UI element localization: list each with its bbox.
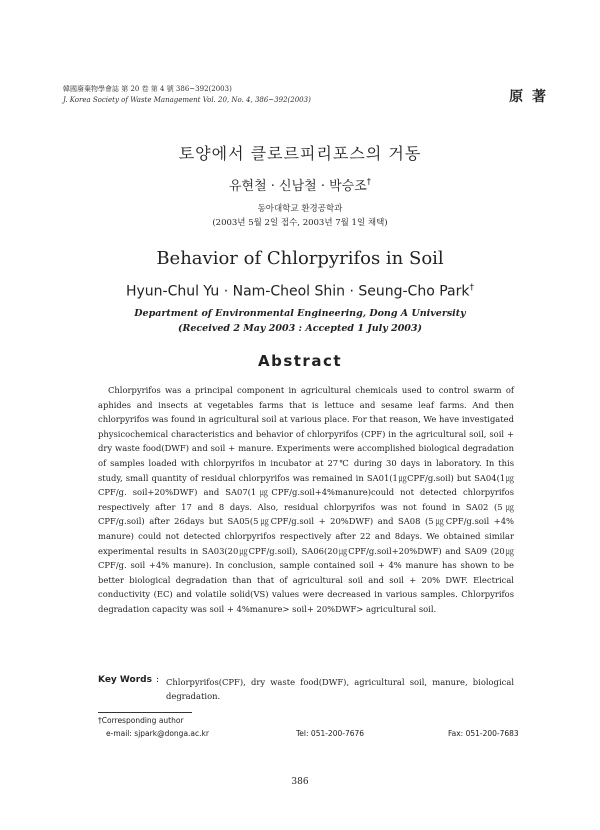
author-fax: Fax: 051-200-7683	[448, 729, 519, 738]
corresponding-mark: †	[469, 283, 475, 293]
korean-affiliation: 동아대학교 환경공학과	[257, 204, 343, 214]
korean-dates: (2003년 5월 2일 접수, 2003년 7월 1일 채택)	[212, 218, 388, 228]
english-authors: Hyun-Chul Yu · Nam-Cheol Shin · Seung-Cho Park†	[125, 283, 475, 300]
keywords-text: Chlorpyrifos(CPF), dry waste food(DWF), agricultural soil, manure, biological degradation.	[166, 677, 514, 701]
keywords-colon: :	[156, 675, 160, 685]
korean-title: 토양에서 클로르피리포스의 거동	[178, 144, 422, 163]
english-affiliation: Department of Environmental Engineering, Dong A University	[134, 308, 466, 319]
article-type: 原 著	[509, 89, 548, 105]
journal-name-korean: 韓國廢棄物學會誌 第 20 卷 第 4 號 386~392(2003)	[63, 85, 232, 93]
corresponding-mark: †	[366, 176, 372, 187]
footnote-divider	[98, 712, 192, 713]
journal-header	[63, 84, 311, 106]
abstract-heading: Abstract	[257, 352, 343, 370]
abstract-text: Chlorpyrifos was a principal component in agricultural chemicals used to control swarm of aphides and insects at vegetables farms that is lettuce and sesame leaf farms. And then chlorpyrifos was found in agricultural soil at various place. For that reason, We have investigated physicochemical characteristics and behavior of chlorpyrifos (CPF) in the agricultural soil, soil + dry waste food(DWF) and soil + manure. Experiments were accomplished biological degradation of samples loaded with chlorpyrifos in incubator at 27℃ during 30 days in laboratory. In this study, small quantity of residual chlorpyrifos was remained in SA01(1㎍CPF/g.soil) but SA04(1㎍CPF/g. soil+20%DWF) and SA07(1㎍CPF/g.soil+4%manure)could not detected chlorpyrifos respectively after 17 and 8 days. Also, residual chlorpyrifos was not found in SA02 (5㎍ CPF/g.soil) after 26days but SA05(5㎍CPF/g.soil + 20%DWF) and SA08 (5㎍CPF/g.soil +4% manure) could not detected chlorpyrifos respectively after 22 and 8days. We obtained similar experimental results in SA03(20㎍CPF/g.soil), SA06(20㎍CPF/g.soil+20%DWF) and SA09 (20㎍ CPF/g. soil +4% manure). In conclusion, sample contained soil + 4% manure has shown to be better biological degradation than that of agricultural soil and soil + 20% DWF. Electrical conductivity (EC) and volatile solid(VS) values were decreased in various samples. Chlorpyrifos degradation capacity was soil + 4%manure> soil+ 20%DWF> agricultural soil.	[98, 385, 514, 614]
english-title: Behavior of Chlorpyrifos in Soil	[156, 248, 444, 269]
author-email: e-mail: sjpark@donga.ac.kr	[106, 729, 209, 738]
corresponding-author-note: †Corresponding author	[98, 716, 184, 725]
journal-name-english: J. Korea Society of Waste Management Vol. 20, No. 4, 386~392(2003)	[63, 96, 311, 104]
keywords-label: Key Words	[98, 675, 152, 685]
korean-authors: 유현철 · 신남철 · 박승조†	[228, 176, 372, 194]
english-dates: (Received 2 May 2003 : Accepted 1 July 2003)	[177, 323, 423, 334]
page-number: 386	[291, 777, 309, 787]
author-tel: Tel: 051-200-7676	[296, 729, 365, 738]
